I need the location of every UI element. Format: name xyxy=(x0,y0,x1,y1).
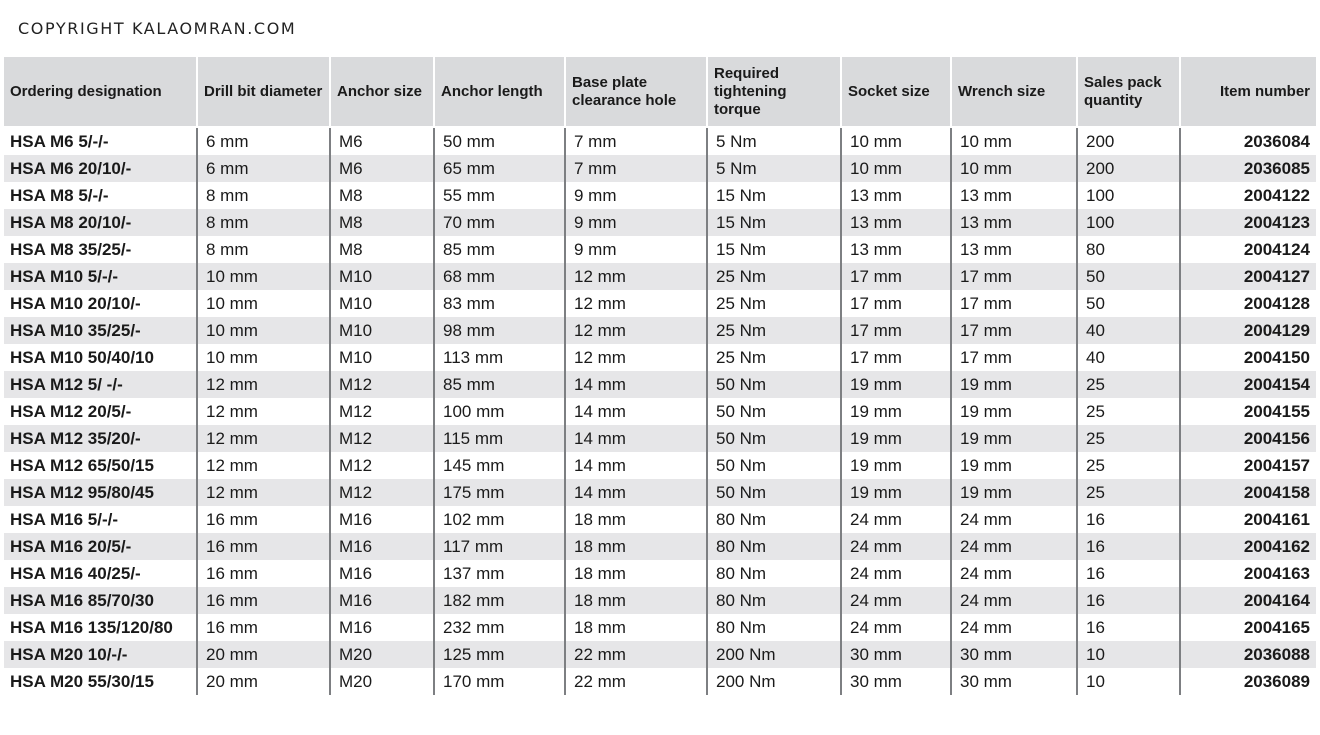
wrench-size-cell: 24 mm xyxy=(951,533,1077,560)
sales-pack-quantity-cell: 100 xyxy=(1077,182,1180,209)
drill-bit-diameter-cell: 8 mm xyxy=(197,182,330,209)
column-header: Base plate clearance hole xyxy=(565,57,707,127)
column-header: Socket size xyxy=(841,57,951,127)
drill-bit-diameter-cell: 12 mm xyxy=(197,479,330,506)
header-row xyxy=(4,57,1316,127)
sales-pack-quantity-cell: 25 xyxy=(1077,479,1180,506)
table-row xyxy=(4,209,1316,236)
tightening-torque-cell: 80 Nm xyxy=(707,614,841,641)
copyright-text: COPYRIGHT KALAOMRAN.COM xyxy=(18,19,297,38)
wrench-size-cell: 17 mm xyxy=(951,263,1077,290)
ordering-designation-cell: HSA M10 50/40/10 xyxy=(10,347,154,367)
base-plate-clearance-hole-cell: 7 mm xyxy=(565,155,707,182)
tightening-torque-cell: 5 Nm xyxy=(707,155,841,182)
wrench-size-cell: 17 mm xyxy=(951,317,1077,344)
anchor-size-cell: M8 xyxy=(330,182,434,209)
wrench-size-cell: 30 mm xyxy=(951,641,1077,668)
drill-bit-diameter-cell: 16 mm xyxy=(197,533,330,560)
ordering-designation-cell: HSA M10 35/25/- xyxy=(4,317,197,344)
socket-size-cell: 19 mm xyxy=(841,398,951,425)
drill-bit-diameter-cell: 12 mm xyxy=(197,425,330,452)
socket-size-cell: 13 mm xyxy=(841,182,951,209)
item-number-cell: 2004154 xyxy=(1180,371,1316,398)
tightening-torque-cell: 25 Nm xyxy=(707,263,841,290)
drill-bit-diameter-cell: 16 mm xyxy=(197,560,330,587)
sales-pack-quantity-cell: 16 xyxy=(1077,587,1180,614)
sales-pack-quantity-cell: 10 xyxy=(1077,641,1180,668)
base-plate-clearance-hole-cell: 9 mm xyxy=(565,236,707,263)
anchor-length-cell: 83 mm xyxy=(434,290,565,317)
base-plate-clearance-hole-cell: 14 mm xyxy=(565,452,707,479)
anchor-size-cell: M10 xyxy=(330,263,434,290)
socket-size-cell: 19 mm xyxy=(841,479,951,506)
socket-size-cell: 17 mm xyxy=(841,263,951,290)
socket-size-cell: 19 mm xyxy=(841,371,951,398)
anchor-length-cell: 102 mm xyxy=(434,506,565,533)
socket-size-cell: 24 mm xyxy=(841,560,951,587)
drill-bit-diameter-cell: 6 mm xyxy=(197,127,330,155)
socket-size-cell: 10 mm xyxy=(841,155,951,182)
sales-pack-quantity-cell: 200 xyxy=(1077,127,1180,155)
ordering-designation-cell: HSA M16 5/-/- xyxy=(10,509,119,529)
anchor-size-cell: M16 xyxy=(330,587,434,614)
column-header: Drill bit diameter xyxy=(197,57,330,127)
anchor-length-cell: 182 mm xyxy=(434,587,565,614)
ordering-designation-cell: HSA M16 135/120/80 xyxy=(10,617,173,637)
anchor-size-cell: M16 xyxy=(330,506,434,533)
base-plate-clearance-hole-cell: 22 mm xyxy=(565,668,707,695)
anchor-length-cell: 65 mm xyxy=(434,155,565,182)
drill-bit-diameter-cell: 10 mm xyxy=(197,317,330,344)
base-plate-clearance-hole-cell: 12 mm xyxy=(565,263,707,290)
wrench-size-cell: 24 mm xyxy=(951,614,1077,641)
anchor-length-cell: 98 mm xyxy=(434,317,565,344)
anchor-length-cell: 125 mm xyxy=(434,641,565,668)
anchor-length-cell: 55 mm xyxy=(434,182,565,209)
anchor-size-cell: M16 xyxy=(330,560,434,587)
anchor-size-cell: M12 xyxy=(330,425,434,452)
table-row xyxy=(4,155,1316,182)
base-plate-clearance-hole-cell: 12 mm xyxy=(565,290,707,317)
tightening-torque-cell: 25 Nm xyxy=(707,290,841,317)
item-number-cell: 2004124 xyxy=(1180,236,1316,263)
tightening-torque-cell: 15 Nm xyxy=(707,209,841,236)
sales-pack-quantity-cell: 40 xyxy=(1077,344,1180,371)
table-row xyxy=(4,236,1316,263)
wrench-size-cell: 10 mm xyxy=(951,127,1077,155)
tightening-torque-cell: 25 Nm xyxy=(707,317,841,344)
drill-bit-diameter-cell: 20 mm xyxy=(197,668,330,695)
tightening-torque-cell: 80 Nm xyxy=(707,533,841,560)
anchor-size-cell: M10 xyxy=(330,317,434,344)
sales-pack-quantity-cell: 10 xyxy=(1077,668,1180,695)
ordering-designation-cell: HSA M8 35/25/- xyxy=(10,239,132,259)
sales-pack-quantity-cell: 16 xyxy=(1077,614,1180,641)
anchor-size-cell: M12 xyxy=(330,371,434,398)
table-row xyxy=(4,182,1316,209)
ordering-designation-cell: HSA M20 10/-/- xyxy=(4,641,197,668)
table-row xyxy=(4,398,1316,425)
base-plate-clearance-hole-cell: 18 mm xyxy=(565,506,707,533)
ordering-designation-cell: HSA M10 5/-/- xyxy=(4,263,197,290)
anchor-size-cell: M8 xyxy=(330,209,434,236)
anchor-size-cell: M12 xyxy=(330,479,434,506)
anchor-length-cell: 85 mm xyxy=(434,371,565,398)
item-number-cell: 2004162 xyxy=(1180,533,1316,560)
anchor-length-cell: 145 mm xyxy=(434,452,565,479)
sales-pack-quantity-cell: 100 xyxy=(1077,209,1180,236)
anchor-length-cell: 50 mm xyxy=(434,127,565,155)
socket-size-cell: 30 mm xyxy=(841,668,951,695)
wrench-size-cell: 17 mm xyxy=(951,290,1077,317)
item-number-cell: 2004156 xyxy=(1180,425,1316,452)
anchor-length-cell: 175 mm xyxy=(434,479,565,506)
base-plate-clearance-hole-cell: 18 mm xyxy=(565,587,707,614)
base-plate-clearance-hole-cell: 18 mm xyxy=(565,560,707,587)
wrench-size-cell: 19 mm xyxy=(951,425,1077,452)
sales-pack-quantity-cell: 80 xyxy=(1077,236,1180,263)
sales-pack-quantity-cell: 16 xyxy=(1077,506,1180,533)
item-number-cell: 2004129 xyxy=(1180,317,1316,344)
tightening-torque-cell: 50 Nm xyxy=(707,479,841,506)
sales-pack-quantity-cell: 50 xyxy=(1077,263,1180,290)
table-row xyxy=(4,506,1316,533)
item-number-cell: 2004157 xyxy=(1180,452,1316,479)
table-row xyxy=(4,371,1316,398)
item-number-cell: 2004165 xyxy=(1180,614,1316,641)
table-row xyxy=(4,479,1316,506)
table-row xyxy=(4,344,1316,371)
tightening-torque-cell: 50 Nm xyxy=(707,398,841,425)
tightening-torque-cell: 200 Nm xyxy=(707,641,841,668)
socket-size-cell: 19 mm xyxy=(841,425,951,452)
tightening-torque-cell: 50 Nm xyxy=(707,425,841,452)
wrench-size-cell: 13 mm xyxy=(951,209,1077,236)
base-plate-clearance-hole-cell: 12 mm xyxy=(565,317,707,344)
sales-pack-quantity-cell: 25 xyxy=(1077,425,1180,452)
anchor-length-cell: 85 mm xyxy=(434,236,565,263)
sales-pack-quantity-cell: 16 xyxy=(1077,533,1180,560)
anchor-length-cell: 115 mm xyxy=(434,425,565,452)
tightening-torque-cell: 15 Nm xyxy=(707,236,841,263)
anchor-size-cell: M6 xyxy=(330,155,434,182)
anchor-size-cell: M16 xyxy=(330,614,434,641)
socket-size-cell: 17 mm xyxy=(841,317,951,344)
table-row xyxy=(4,668,1316,695)
sales-pack-quantity-cell: 50 xyxy=(1077,290,1180,317)
drill-bit-diameter-cell: 12 mm xyxy=(197,398,330,425)
anchor-size-cell: M10 xyxy=(330,344,434,371)
anchor-size-cell: M12 xyxy=(330,398,434,425)
drill-bit-diameter-cell: 8 mm xyxy=(197,209,330,236)
table-row xyxy=(4,614,1316,641)
anchor-length-cell: 113 mm xyxy=(434,344,565,371)
tightening-torque-cell: 50 Nm xyxy=(707,452,841,479)
table-header xyxy=(4,57,1316,127)
item-number-cell: 2004158 xyxy=(1180,479,1316,506)
ordering-designation-cell: HSA M8 5/-/- xyxy=(10,185,109,205)
drill-bit-diameter-cell: 10 mm xyxy=(197,290,330,317)
wrench-size-cell: 30 mm xyxy=(951,668,1077,695)
sales-pack-quantity-cell: 25 xyxy=(1077,398,1180,425)
item-number-cell: 2004163 xyxy=(1180,560,1316,587)
item-number-cell: 2036088 xyxy=(1180,641,1316,668)
tightening-torque-cell: 80 Nm xyxy=(707,560,841,587)
ordering-designation-cell: HSA M6 20/10/- xyxy=(4,155,197,182)
anchor-length-cell: 117 mm xyxy=(434,533,565,560)
wrench-size-cell: 19 mm xyxy=(951,398,1077,425)
item-number-cell: 2004164 xyxy=(1180,587,1316,614)
drill-bit-diameter-cell: 20 mm xyxy=(197,641,330,668)
base-plate-clearance-hole-cell: 18 mm xyxy=(565,614,707,641)
socket-size-cell: 24 mm xyxy=(841,587,951,614)
drill-bit-diameter-cell: 16 mm xyxy=(197,587,330,614)
anchor-length-cell: 232 mm xyxy=(434,614,565,641)
table-body xyxy=(4,127,1316,695)
column-header: Anchor length xyxy=(434,57,565,127)
sales-pack-quantity-cell: 16 xyxy=(1077,560,1180,587)
wrench-size-cell: 13 mm xyxy=(951,236,1077,263)
base-plate-clearance-hole-cell: 14 mm xyxy=(565,479,707,506)
socket-size-cell: 17 mm xyxy=(841,290,951,317)
column-header: Ordering designation xyxy=(4,57,197,127)
ordering-designation-cell: HSA M16 85/70/30 xyxy=(4,587,197,614)
base-plate-clearance-hole-cell: 12 mm xyxy=(565,344,707,371)
socket-size-cell: 10 mm xyxy=(841,127,951,155)
table-row xyxy=(4,317,1316,344)
base-plate-clearance-hole-cell: 14 mm xyxy=(565,425,707,452)
drill-bit-diameter-cell: 12 mm xyxy=(197,452,330,479)
wrench-size-cell: 17 mm xyxy=(951,344,1077,371)
item-number-cell: 2004150 xyxy=(1180,344,1316,371)
wrench-size-cell: 10 mm xyxy=(951,155,1077,182)
column-header: Item number xyxy=(1180,57,1316,127)
table-row xyxy=(4,587,1316,614)
wrench-size-cell: 19 mm xyxy=(951,452,1077,479)
anchor-size-cell: M20 xyxy=(330,641,434,668)
drill-bit-diameter-cell: 6 mm xyxy=(197,155,330,182)
wrench-size-cell: 24 mm xyxy=(951,506,1077,533)
base-plate-clearance-hole-cell: 7 mm xyxy=(565,127,707,155)
anchor-spec-table xyxy=(4,57,1316,695)
column-header: Required tightening torque xyxy=(707,57,841,127)
wrench-size-cell: 24 mm xyxy=(951,560,1077,587)
anchor-size-cell: M6 xyxy=(330,127,434,155)
ordering-designation-cell: HSA M20 55/30/15 xyxy=(10,671,154,691)
ordering-designation-cell: HSA M16 20/5/- xyxy=(4,533,197,560)
column-header: Anchor size xyxy=(330,57,434,127)
wrench-size-cell: 19 mm xyxy=(951,371,1077,398)
item-number-cell: 2004128 xyxy=(1180,290,1316,317)
anchor-size-cell: M10 xyxy=(330,290,434,317)
tightening-torque-cell: 200 Nm xyxy=(707,668,841,695)
ordering-designation-cell: HSA M12 20/5/- xyxy=(10,401,132,421)
wrench-size-cell: 19 mm xyxy=(951,479,1077,506)
tightening-torque-cell: 25 Nm xyxy=(707,344,841,371)
base-plate-clearance-hole-cell: 14 mm xyxy=(565,371,707,398)
table-row xyxy=(4,533,1316,560)
socket-size-cell: 19 mm xyxy=(841,452,951,479)
table-row xyxy=(4,560,1316,587)
column-header: Sales pack quantity xyxy=(1077,57,1180,127)
base-plate-clearance-hole-cell: 18 mm xyxy=(565,533,707,560)
drill-bit-diameter-cell: 12 mm xyxy=(197,371,330,398)
base-plate-clearance-hole-cell: 9 mm xyxy=(565,182,707,209)
socket-size-cell: 30 mm xyxy=(841,641,951,668)
item-number-cell: 2004122 xyxy=(1180,182,1316,209)
tightening-torque-cell: 50 Nm xyxy=(707,371,841,398)
ordering-designation-cell: HSA M16 40/25/- xyxy=(10,563,141,583)
tightening-torque-cell: 5 Nm xyxy=(707,127,841,155)
anchor-size-cell: M16 xyxy=(330,533,434,560)
ordering-designation-cell: HSA M10 20/10/- xyxy=(10,293,141,313)
base-plate-clearance-hole-cell: 22 mm xyxy=(565,641,707,668)
sales-pack-quantity-cell: 25 xyxy=(1077,452,1180,479)
item-number-cell: 2004161 xyxy=(1180,506,1316,533)
wrench-size-cell: 13 mm xyxy=(951,182,1077,209)
tightening-torque-cell: 15 Nm xyxy=(707,182,841,209)
tightening-torque-cell: 80 Nm xyxy=(707,506,841,533)
ordering-designation-cell: HSA M6 5/-/- xyxy=(10,131,109,151)
ordering-designation-cell: HSA M12 35/20/- xyxy=(4,425,197,452)
anchor-length-cell: 170 mm xyxy=(434,668,565,695)
table-row xyxy=(4,452,1316,479)
anchor-size-cell: M12 xyxy=(330,452,434,479)
ordering-designation-cell: HSA M12 5/ -/- xyxy=(4,371,197,398)
item-number-cell: 2036085 xyxy=(1180,155,1316,182)
sales-pack-quantity-cell: 40 xyxy=(1077,317,1180,344)
column-header: Wrench size xyxy=(951,57,1077,127)
drill-bit-diameter-cell: 10 mm xyxy=(197,263,330,290)
table-row xyxy=(4,425,1316,452)
anchor-size-cell: M8 xyxy=(330,236,434,263)
anchor-length-cell: 70 mm xyxy=(434,209,565,236)
socket-size-cell: 13 mm xyxy=(841,236,951,263)
socket-size-cell: 17 mm xyxy=(841,344,951,371)
ordering-designation-cell: HSA M12 65/50/15 xyxy=(10,455,154,475)
item-number-cell: 2004123 xyxy=(1180,209,1316,236)
table-row xyxy=(4,290,1316,317)
sales-pack-quantity-cell: 25 xyxy=(1077,371,1180,398)
wrench-size-cell: 24 mm xyxy=(951,587,1077,614)
anchor-size-cell: M20 xyxy=(330,668,434,695)
table-row xyxy=(4,127,1316,155)
anchor-length-cell: 137 mm xyxy=(434,560,565,587)
item-number-cell: 2004155 xyxy=(1180,398,1316,425)
socket-size-cell: 24 mm xyxy=(841,533,951,560)
anchor-length-cell: 100 mm xyxy=(434,398,565,425)
item-number-cell: 2036089 xyxy=(1180,668,1316,695)
drill-bit-diameter-cell: 16 mm xyxy=(197,614,330,641)
drill-bit-diameter-cell: 8 mm xyxy=(197,236,330,263)
ordering-designation-cell: HSA M12 95/80/45 xyxy=(4,479,197,506)
ordering-designation-cell: HSA M8 20/10/- xyxy=(4,209,197,236)
socket-size-cell: 24 mm xyxy=(841,506,951,533)
base-plate-clearance-hole-cell: 9 mm xyxy=(565,209,707,236)
tightening-torque-cell: 80 Nm xyxy=(707,587,841,614)
drill-bit-diameter-cell: 10 mm xyxy=(197,344,330,371)
socket-size-cell: 13 mm xyxy=(841,209,951,236)
base-plate-clearance-hole-cell: 14 mm xyxy=(565,398,707,425)
socket-size-cell: 24 mm xyxy=(841,614,951,641)
table-row xyxy=(4,641,1316,668)
item-number-cell: 2004127 xyxy=(1180,263,1316,290)
sales-pack-quantity-cell: 200 xyxy=(1077,155,1180,182)
drill-bit-diameter-cell: 16 mm xyxy=(197,506,330,533)
anchor-length-cell: 68 mm xyxy=(434,263,565,290)
item-number-cell: 2036084 xyxy=(1180,127,1316,155)
table-row xyxy=(4,263,1316,290)
